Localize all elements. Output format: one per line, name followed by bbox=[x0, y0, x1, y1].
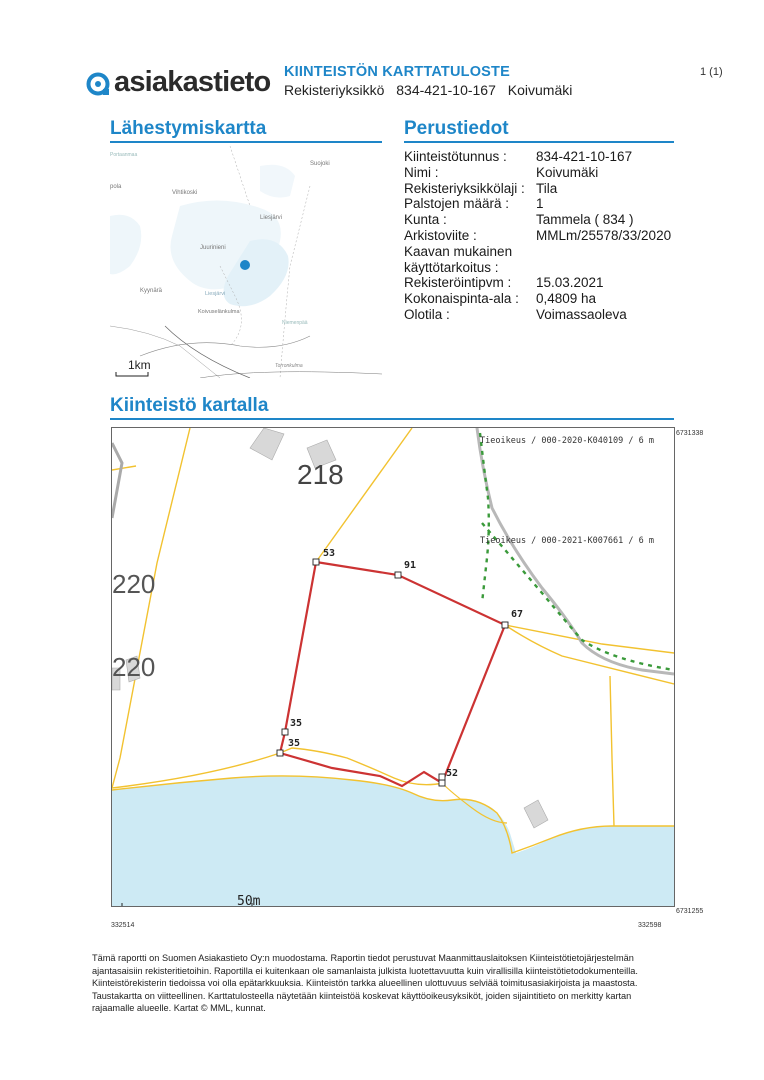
info-value: 1 bbox=[536, 196, 544, 212]
info-label: käyttötarkoitus : bbox=[404, 259, 499, 275]
info-label: Rekisteröintipvm : bbox=[404, 275, 512, 291]
boundary-point bbox=[282, 729, 288, 735]
page-number: 1 (1) bbox=[700, 66, 723, 78]
coordinate-bottom-mid: 332598 bbox=[638, 922, 662, 929]
map-label: Liesjärvi bbox=[205, 291, 226, 297]
section-title-basic-info: Perustiedot bbox=[404, 118, 509, 139]
info-value: Tila bbox=[536, 180, 558, 196]
info-label: Kaavan mukainen bbox=[404, 243, 513, 259]
subtitle-id: 834-421-10-167 bbox=[396, 82, 496, 98]
info-label: Kiinteistötunnus : bbox=[404, 149, 507, 164]
info-value: Voimassaoleva bbox=[536, 306, 627, 322]
boundary-point bbox=[277, 750, 283, 756]
brand-name: asiakastieto bbox=[114, 66, 271, 98]
map-label: Liesjärvi bbox=[260, 215, 283, 221]
boundary-point bbox=[439, 774, 445, 780]
section-rule bbox=[110, 418, 674, 420]
info-value: 0,4809 ha bbox=[536, 291, 597, 307]
subtitle-type: Rekisteriyksikkö bbox=[284, 82, 385, 98]
property-map bbox=[111, 427, 675, 907]
boundary-point bbox=[439, 780, 445, 786]
coordinate-bottom-left: 332514 bbox=[111, 922, 135, 929]
boundary-point-label: 52 bbox=[446, 768, 459, 779]
info-row bbox=[404, 275, 671, 291]
section-title-approach-map: Lähestymiskartta bbox=[110, 118, 267, 139]
info-row bbox=[404, 149, 671, 165]
boundary-point bbox=[502, 622, 508, 628]
document-title: KIINTEISTÖN KARTTATULOSTE bbox=[284, 64, 510, 80]
map-label: Vihtikoski bbox=[172, 190, 198, 196]
map-label: Kyynärä bbox=[140, 288, 163, 294]
approach-map bbox=[110, 146, 382, 378]
map-label: Juurinieni bbox=[200, 245, 226, 251]
parcel-number-220: 220 bbox=[112, 652, 156, 682]
section-rule bbox=[404, 141, 674, 143]
map-label: Niemenpää bbox=[282, 320, 308, 326]
map-label: pola bbox=[110, 184, 122, 190]
document-subtitle bbox=[284, 82, 580, 98]
info-label: Nimi : bbox=[404, 164, 439, 180]
footer-disclaimer: Tämä raportti on Suomen Asiakastieto Oy:n muodostama. Raportin tiedot perustuvat Maanmittauslaitoksen Kiinteistötietojärjestelmän ajantasaisiin rekisteritietoihin. Raportilla ei kuitenkaan ole samanlaista julkista luotettavuutta kuin virallisilla kiinteistötietodokumenteilla. Kiinteistörekisterin tiedoissa voi olla epätarkkuuksia. Kiinteistön tarkka alueellinen ulottuvuus selviää toimitusasiakirjoista ja maastosta. Taustakartta on viitteellinen. Karttatulosteella näytetään kiinteistöä koskevat käyttöoikeusyksiköt, joiden sijaintitieto on merkitty kartan rajaamalle alueelle. Kartat © MML, kunnat. bbox=[92, 953, 638, 1014]
section-rule bbox=[110, 141, 382, 143]
info-value: Tammela ( 834 ) bbox=[536, 212, 634, 228]
info-label: Kokonaispinta-ala : bbox=[404, 291, 519, 307]
subtitle-name: Koivumäki bbox=[507, 82, 573, 98]
boundary-point bbox=[395, 572, 401, 578]
asiakastieto-logo-icon bbox=[86, 72, 110, 96]
info-row bbox=[404, 291, 671, 307]
boundary-point-label: 91 bbox=[404, 560, 417, 571]
info-label: Olotila : bbox=[404, 306, 450, 322]
boundary-point-label: 53 bbox=[323, 548, 336, 559]
info-row bbox=[404, 307, 671, 323]
info-label: Rekisteriyksikkölaji : bbox=[404, 180, 525, 196]
map-label: Suojoki bbox=[310, 161, 330, 167]
info-label: Kunta : bbox=[404, 212, 447, 228]
property-location-marker bbox=[240, 260, 250, 270]
easement-label: Tieoikeus / 000-2020-K040109 / 6 m bbox=[480, 436, 654, 446]
info-row bbox=[404, 244, 671, 260]
map-label: Koivuselänkulma bbox=[198, 309, 240, 315]
boundary-point bbox=[313, 559, 319, 565]
info-value: MMLm/25578/33/2020 bbox=[536, 227, 672, 243]
property-map-canvas bbox=[112, 428, 674, 906]
section-title-property-map: Kiinteistö kartalla bbox=[110, 395, 269, 416]
map-label: Torronkulma bbox=[275, 363, 303, 369]
info-value: 834-421-10-167 bbox=[536, 149, 633, 164]
basic-info-table bbox=[404, 149, 671, 323]
info-row bbox=[404, 260, 671, 276]
boundary-point-label: 35 bbox=[290, 718, 303, 729]
boundary-point-label: 67 bbox=[511, 609, 524, 620]
parcel-number-220: 220 bbox=[112, 569, 156, 599]
easement-label: Tieoikeus / 000-2021-K007661 / 6 m bbox=[480, 536, 654, 546]
info-value: 15.03.2021 bbox=[536, 275, 604, 291]
coordinate-bottom-right: 6731255 bbox=[676, 908, 704, 915]
scale-label: 1km bbox=[128, 358, 151, 372]
info-label: Palstojen määrä : bbox=[404, 196, 510, 212]
info-row bbox=[404, 212, 671, 228]
parcel-number-218: 218 bbox=[297, 459, 344, 490]
map-label: Portaanmaa bbox=[110, 152, 138, 158]
coordinate-top-right: 6731338 bbox=[676, 430, 704, 437]
info-row bbox=[404, 196, 671, 212]
info-value: Koivumäki bbox=[536, 164, 599, 180]
boundary-point-label: 35 bbox=[288, 738, 301, 749]
scale-label: 50m bbox=[237, 894, 261, 906]
info-row bbox=[404, 228, 671, 244]
info-row bbox=[404, 181, 671, 197]
info-label: Arkistoviite : bbox=[404, 227, 477, 243]
info-row bbox=[404, 165, 671, 181]
